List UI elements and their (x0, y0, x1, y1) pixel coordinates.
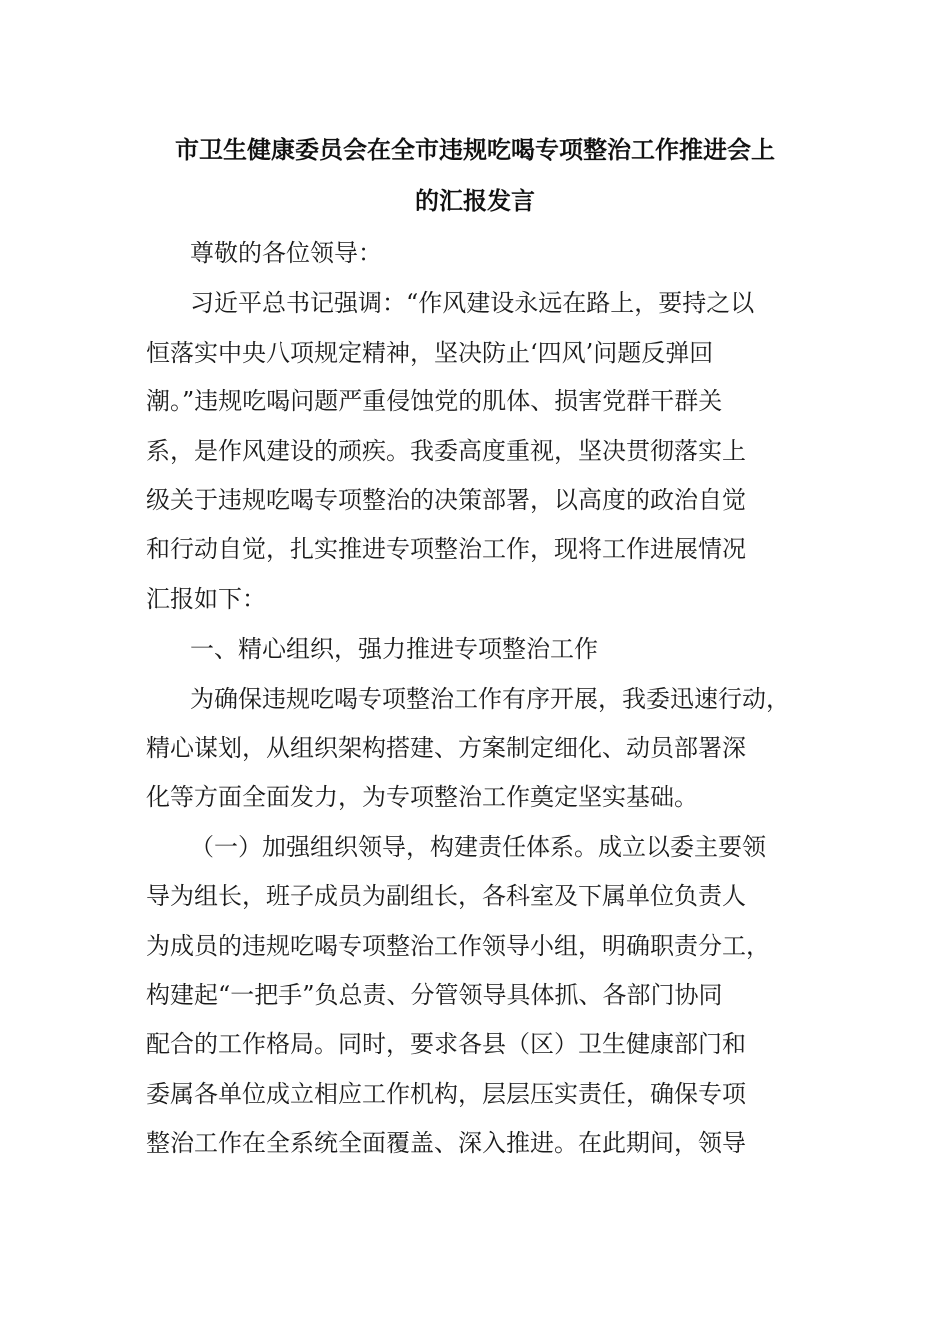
body-line: 为确保违规吃喝专项整治工作有序开展，我委迅速行动， (190, 685, 790, 713)
body-line: 委属各单位成立相应工作机构，层层压实责任，确保专项 (146, 1080, 746, 1108)
document-title-line-1: 市卫生健康委员会在全市违规吃喝专项整治工作推进会上 (175, 135, 775, 164)
body-line: 级关于违规吃喝专项整治的决策部署，以高度的政治自觉 (146, 486, 746, 514)
body-line: 化等方面全面发力，为专项整治工作奠定坚实基础。 (146, 783, 698, 811)
body-line: 系，是作风建设的顽疾。我委高度重视，坚决贯彻落实上 (146, 437, 746, 465)
body-line: 为成员的违规吃喝专项整治工作领导小组，明确职责分工， (146, 932, 770, 960)
body-line: 构建起“一把手”负总责、分管领导具体抓、各部门协同 (146, 981, 723, 1009)
salutation: 尊敬的各位领导： (190, 239, 382, 267)
body-line: 汇报如下： (146, 585, 266, 613)
body-line: 和行动自觉，扎实推进专项整治工作，现将工作进展情况 (146, 535, 746, 563)
subsection-heading: （一）加强组织领导，构建责任体系。成立以委主要领 (190, 833, 766, 861)
body-line: 配合的工作格局。同时，要求各县（区）卫生健康部门和 (146, 1030, 746, 1058)
body-line: 潮。”违规吃喝问题严重侵蚀党的肌体、损害党群干群关 (146, 387, 723, 415)
body-line: 习近平总书记强调：“作风建设永远在路上，要持之以 (190, 289, 755, 317)
section-heading: 一、精心组织，强力推进专项整治工作 (190, 635, 598, 663)
document-title-line-2: 的汇报发言 (415, 186, 535, 215)
body-line: 恒落实中央八项规定精神，坚决防止‘四风’问题反弹回 (146, 339, 714, 367)
body-line: 导为组长，班子成员为副组长，各科室及下属单位负责人 (146, 882, 746, 910)
body-line: 精心谋划，从组织架构搭建、方案制定细化、动员部署深 (146, 734, 746, 762)
body-line: 整治工作在全系统全面覆盖、深入推进。在此期间，领导 (146, 1129, 746, 1157)
